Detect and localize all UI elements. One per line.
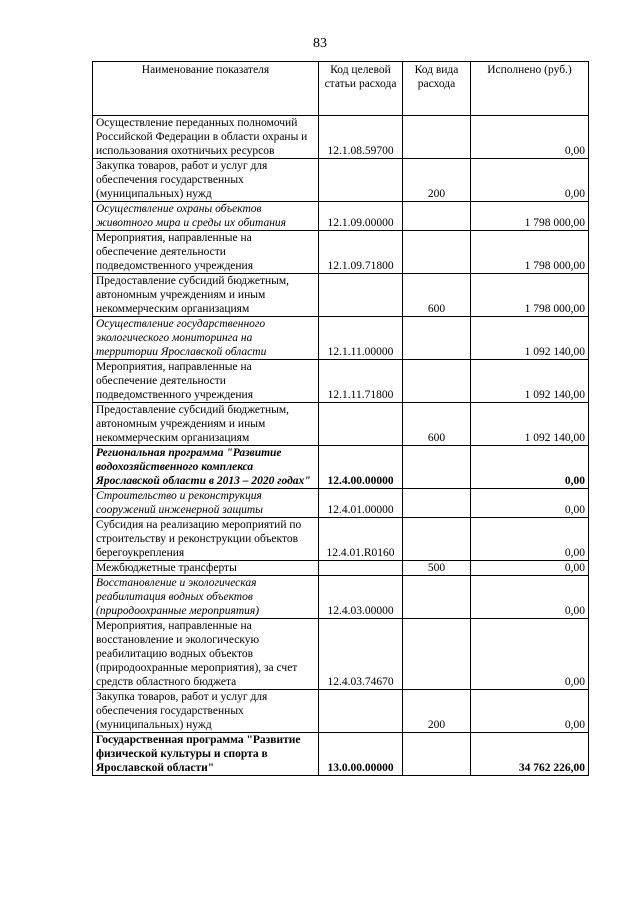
table-row [93, 202, 589, 231]
cell-sum: 0,00 [471, 561, 589, 576]
cell-kind: 500 [403, 561, 471, 576]
cell-name: Региональная программа "Развитие водохозяйственного комплекса Ярославской области в 2013 – 2020 годах" [93, 446, 319, 489]
cell-kind: 200 [403, 690, 471, 733]
cell-sum: 34 762 226,00 [471, 733, 589, 776]
cell-sum: 1 092 140,00 [471, 317, 589, 360]
cell-sum: 1 092 140,00 [471, 360, 589, 403]
cell-name: Государственная программа "Развитие физической культуры и спорта в Ярославской области" [93, 733, 319, 776]
table-row [93, 317, 589, 360]
cell-code [319, 561, 403, 576]
cell-sum: 0,00 [471, 518, 589, 561]
table-row [93, 489, 589, 518]
cell-code: 12.4.01.00000 [319, 489, 403, 518]
cell-kind [403, 518, 471, 561]
cell-kind [403, 576, 471, 619]
cell-code: 12.4.00.00000 [319, 446, 403, 489]
cell-code [319, 159, 403, 202]
cell-sum: 1 798 000,00 [471, 274, 589, 317]
cell-name: Предоставление субсидий бюджетным, автономным учреждениям и иным некоммерческим организациям [93, 274, 319, 317]
table-row [93, 116, 589, 159]
table-row [93, 576, 589, 619]
table-row [93, 561, 589, 576]
cell-name: Закупка товаров, работ и услуг для обеспечения государственных (муниципальных) нужд [93, 159, 319, 202]
table-row [93, 518, 589, 561]
cell-code: 12.1.11.71800 [319, 360, 403, 403]
cell-name: Мероприятия, направленные на восстановление и экологическую реабилитацию водных объектов (природоохранные мероприятия), за счет средств областного бюджета [93, 619, 319, 690]
cell-sum: 0,00 [471, 489, 589, 518]
cell-kind [403, 489, 471, 518]
header-name: Наименование показателя [93, 62, 319, 116]
cell-sum: 0,00 [471, 116, 589, 159]
cell-name: Осуществление переданных полномочий Российской Федерации в области охраны и использования охотничьих ресурсов [93, 116, 319, 159]
cell-name: Мероприятия, направленные на обеспечение деятельности подведомственного учреждения [93, 360, 319, 403]
cell-code: 13.0.00.00000 [319, 733, 403, 776]
cell-sum: 0,00 [471, 690, 589, 733]
cell-name: Осуществление охраны объектов животного мира и среды их обитания [93, 202, 319, 231]
page-number: 83 [313, 36, 327, 51]
header-kind: Код вида расхода [403, 62, 471, 116]
cell-name: Межбюджетные трансферты [93, 561, 319, 576]
cell-sum: 1 092 140,00 [471, 403, 589, 446]
cell-code [319, 274, 403, 317]
cell-sum: 1 798 000,00 [471, 231, 589, 274]
table-row [93, 159, 589, 202]
cell-sum: 0,00 [471, 576, 589, 619]
cell-code [319, 403, 403, 446]
cell-kind [403, 733, 471, 776]
cell-code: 12.1.09.00000 [319, 202, 403, 231]
cell-kind [403, 202, 471, 231]
cell-kind: 600 [403, 274, 471, 317]
cell-name: Субсидия на реализацию мероприятий по строительству и реконструкции объектов берегоукрепления [93, 518, 319, 561]
header-code: Код целевой статьи расхода [319, 62, 403, 116]
table-header-row [93, 62, 589, 116]
cell-name: Закупка товаров, работ и услуг для обеспечения государственных (муниципальных) нужд [93, 690, 319, 733]
cell-sum: 0,00 [471, 159, 589, 202]
cell-sum: 1 798 000,00 [471, 202, 589, 231]
cell-code [319, 690, 403, 733]
table-row [93, 360, 589, 403]
cell-name: Мероприятия, направленные на обеспечение деятельности подведомственного учреждения [93, 231, 319, 274]
cell-kind [403, 446, 471, 489]
table-row [93, 690, 589, 733]
cell-kind [403, 619, 471, 690]
table-row [93, 403, 589, 446]
table-row [93, 274, 589, 317]
cell-sum: 0,00 [471, 619, 589, 690]
cell-sum: 0,00 [471, 446, 589, 489]
cell-kind [403, 116, 471, 159]
table-row [93, 619, 589, 690]
cell-code: 12.4.03.74670 [319, 619, 403, 690]
cell-kind [403, 360, 471, 403]
cell-code: 12.4.03.00000 [319, 576, 403, 619]
cell-code: 12.1.11.00000 [319, 317, 403, 360]
table-row [93, 446, 589, 489]
table-row [93, 733, 589, 776]
cell-kind: 600 [403, 403, 471, 446]
cell-code: 12.1.09.71800 [319, 231, 403, 274]
cell-kind: 200 [403, 159, 471, 202]
cell-kind [403, 231, 471, 274]
cell-name: Предоставление субсидий бюджетным, автономным учреждениям и иным некоммерческим организациям [93, 403, 319, 446]
header-sum: Исполнено (руб.) [471, 62, 589, 116]
cell-name: Осуществление государственного экологического мониторинга на территории Ярославской области [93, 317, 319, 360]
cell-name: Восстановление и экологическая реабилитация водных объектов (природоохранные мероприятия) [93, 576, 319, 619]
expenditure-table [92, 61, 589, 776]
table-row [93, 231, 589, 274]
cell-code: 12.4.01.R0160 [319, 518, 403, 561]
cell-kind [403, 317, 471, 360]
cell-code: 12.1.08.59700 [319, 116, 403, 159]
cell-name: Строительство и реконструкция сооружений инженерной защиты [93, 489, 319, 518]
